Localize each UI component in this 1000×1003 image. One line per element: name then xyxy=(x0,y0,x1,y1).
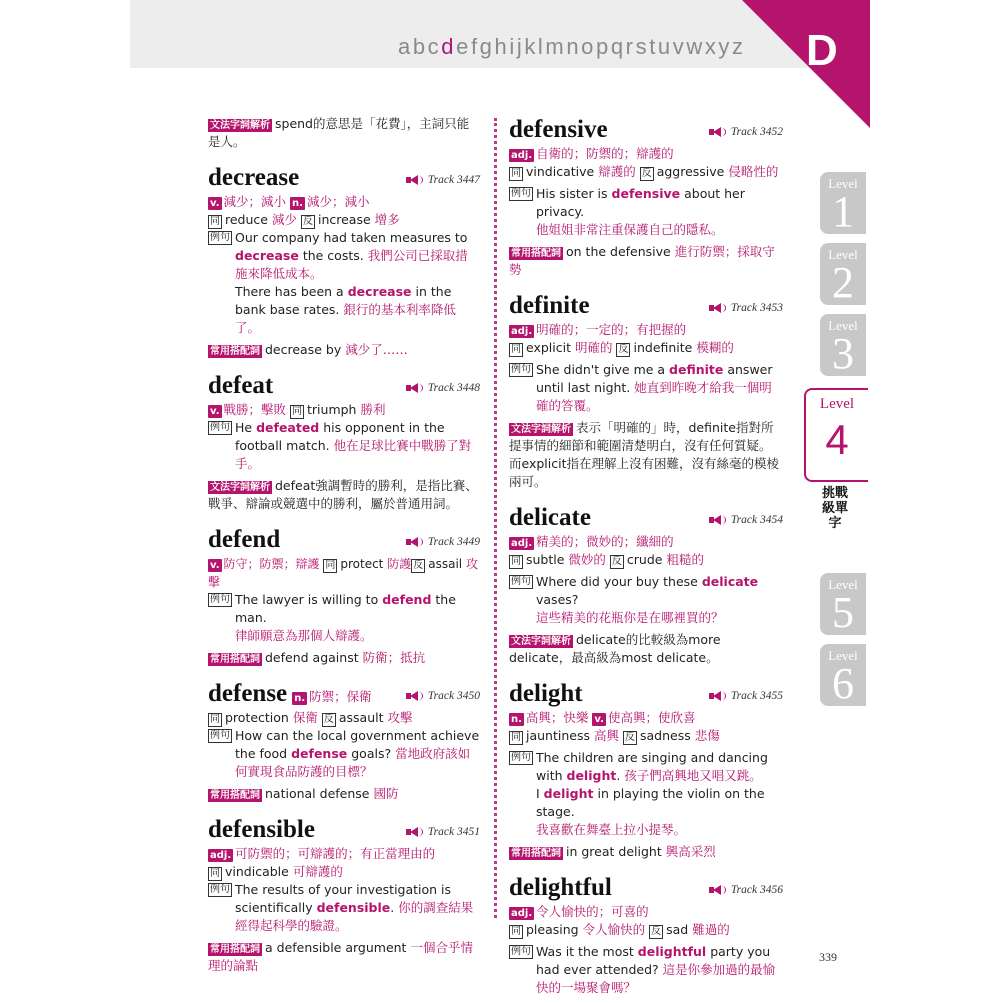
track-label: Track 3448 xyxy=(427,382,480,394)
antonym: sad xyxy=(666,922,689,937)
definition: 減少；減小 xyxy=(223,194,287,209)
audio-track[interactable] xyxy=(406,382,480,394)
antonym-label: 反 xyxy=(611,556,622,567)
example-label: 例句 xyxy=(210,594,230,605)
antonym-zh: 模糊的 xyxy=(696,340,734,355)
headword: delightful xyxy=(509,874,612,901)
audio-track[interactable] xyxy=(709,126,783,138)
page-number: 339 xyxy=(819,950,837,964)
definition: 減少；減小 xyxy=(306,194,370,209)
level-number: 1 xyxy=(832,187,854,236)
example-text: . xyxy=(390,900,395,915)
level-number: 6 xyxy=(832,659,854,708)
example-text: vases? xyxy=(536,592,579,607)
collocation: national defense xyxy=(265,786,370,801)
synonym-label: 同 xyxy=(210,714,220,725)
level-label: Level xyxy=(828,247,858,262)
level-label: Level xyxy=(828,648,858,663)
pos-tag: v. xyxy=(210,406,220,417)
level-tab-6[interactable] xyxy=(820,644,866,706)
level-number: 4 xyxy=(825,416,849,463)
example xyxy=(509,185,783,239)
example-keyword: defensive xyxy=(611,186,681,201)
synonym: jauntiness xyxy=(526,728,590,743)
headword: defeat xyxy=(208,372,274,399)
example-text: How can the local government achieve the food xyxy=(235,728,480,761)
pos-tag: adj. xyxy=(511,908,533,919)
example-translation: 我們公司已採取措施來降低成本。 xyxy=(235,248,468,281)
example-translation: 銀行的基本利率降低了。 xyxy=(235,302,456,335)
example-text: the costs. xyxy=(298,248,364,263)
entry-defend xyxy=(208,525,480,667)
alphabet-index xyxy=(398,34,746,60)
entry-delight xyxy=(509,679,783,861)
example-label: 例句 xyxy=(210,884,230,895)
entry-head xyxy=(208,815,480,845)
example xyxy=(509,749,783,839)
example-keyword: defend xyxy=(382,592,432,607)
antonym: aggressive xyxy=(656,164,725,179)
column-divider xyxy=(494,118,497,918)
example-label: 例句 xyxy=(210,730,230,741)
example-text: answer until last night. xyxy=(536,362,773,395)
example-label: 例句 xyxy=(210,422,230,433)
pos-tag: adj. xyxy=(511,150,533,161)
speaker-icon[interactable] xyxy=(406,827,424,837)
example-text: goals? xyxy=(347,746,392,761)
level-label: Level xyxy=(819,396,855,412)
track-label: Track 3454 xyxy=(730,514,783,526)
track-label: Track 3453 xyxy=(730,302,783,314)
example-text: His sister is xyxy=(536,186,612,201)
synonym-zh: 令人愉快的 xyxy=(582,922,646,937)
entry-defeat xyxy=(208,371,480,513)
collocation-tag: 常用搭配詞 xyxy=(511,248,561,259)
entry-head xyxy=(208,163,480,193)
synonym: pleasing xyxy=(526,922,579,937)
synonym-label: 同 xyxy=(511,556,521,567)
example xyxy=(509,573,783,627)
level-label: Level xyxy=(828,577,858,592)
level-number: 5 xyxy=(832,588,854,637)
synonym-zh: 減少 xyxy=(271,212,297,227)
synonym-label: 同 xyxy=(210,868,220,879)
level-label: Level xyxy=(828,318,858,333)
synonym: vindicative xyxy=(526,164,595,179)
definition: 令人愉快的；可喜的 xyxy=(536,904,649,919)
level-tab-3[interactable] xyxy=(820,314,866,376)
example-keyword: delight xyxy=(543,786,594,801)
synonym: protection xyxy=(225,710,289,725)
example-text: Where did your buy these xyxy=(536,574,702,589)
headword: defend xyxy=(208,526,281,553)
example-text: party you had ever attended? xyxy=(536,944,771,977)
synonym-zh: 明確的 xyxy=(574,340,613,355)
example-translation: 孩子們高興地又唱又跳。 xyxy=(624,768,762,783)
example-translation: 你的調查結果經得起科學的驗證。 xyxy=(235,900,474,933)
synonym: subtle xyxy=(526,552,565,567)
level-tab-1[interactable] xyxy=(820,172,866,234)
entry-head xyxy=(509,503,783,533)
example xyxy=(509,943,783,997)
example-text: his opponent in the football match. xyxy=(235,420,445,453)
example xyxy=(208,591,480,645)
antonym-label: 反 xyxy=(302,216,313,227)
entry-delicate xyxy=(509,503,783,667)
synonym-zh: 高興 xyxy=(593,728,619,743)
definition: 使高興；使欣喜 xyxy=(607,710,696,725)
level-tab-4-active[interactable] xyxy=(804,388,868,482)
collocation: a defensible argument xyxy=(265,940,407,955)
track-label: Track 3449 xyxy=(427,536,480,548)
headword: decrease xyxy=(208,164,300,191)
definition: 可防禦的；可辯護的；有正當理由的 xyxy=(235,846,436,861)
example-keyword: definite xyxy=(669,362,724,377)
example-text: Our company had taken measures to xyxy=(235,230,468,245)
example-translation: 他姐姐非常注重保護自己的隱私。 xyxy=(536,222,724,237)
collocation-tag: 常用搭配詞 xyxy=(210,790,260,801)
example-text: The results of your investigation is scientifically xyxy=(235,882,452,915)
example-translation: 這是你參加過的最愉快的一場聚會嗎？ xyxy=(536,962,776,995)
alphabet-before: abc xyxy=(398,34,442,59)
speaker-icon[interactable] xyxy=(709,691,727,701)
track-label: Track 3455 xyxy=(730,690,783,702)
collocation-zh: 進行防禦；採取守勢 xyxy=(509,244,775,277)
example-translation: 她直到昨晚才給我一個明確的答覆。 xyxy=(536,380,772,413)
synonym-zh: 保衛 xyxy=(292,710,318,725)
synonym: triumph xyxy=(307,402,357,417)
example-keyword: decrease xyxy=(347,284,412,299)
definition: 戰勝；擊敗 xyxy=(223,402,287,417)
track-label: Track 3450 xyxy=(427,690,480,702)
example-translation: 他在足球比賽中戰勝了對手。 xyxy=(235,438,472,471)
headword: definite xyxy=(509,292,590,319)
level-label: Level xyxy=(828,176,858,191)
track-label: Track 3456 xyxy=(730,884,783,896)
audio-track[interactable] xyxy=(709,884,783,896)
left-column xyxy=(208,115,480,981)
example-label: 例句 xyxy=(511,576,531,587)
synonym-label: 同 xyxy=(511,168,521,179)
headword: delicate xyxy=(509,504,591,531)
example-text: in playing the violin on the stage. xyxy=(536,786,765,819)
example-label: 例句 xyxy=(511,188,531,199)
synonym-label: 同 xyxy=(210,216,220,227)
synonym-label: 同 xyxy=(325,560,336,571)
example-text: in the bank base rates. xyxy=(235,284,452,317)
grammar-tag: 文法字詞解析 xyxy=(511,424,571,435)
antonym-label: 反 xyxy=(413,560,424,571)
track-label: Track 3452 xyxy=(730,126,783,138)
example-label: 例句 xyxy=(511,946,531,957)
antonym-label: 反 xyxy=(624,732,635,743)
example-keyword: defensible xyxy=(316,900,391,915)
example-translation: 這些精美的花瓶你是在哪裡買的？ xyxy=(536,610,724,625)
synonym: vindicable xyxy=(225,864,289,879)
antonym: indefinite xyxy=(633,340,693,355)
speaker-icon[interactable] xyxy=(406,175,424,185)
collocation-zh: 減少了…… xyxy=(345,342,408,357)
example-text: There has been a xyxy=(235,284,348,299)
level-number: 2 xyxy=(832,258,854,307)
example xyxy=(208,229,480,337)
synonym-label: 同 xyxy=(511,344,521,355)
example-text: I xyxy=(536,786,544,801)
collocation-tag: 常用搭配詞 xyxy=(511,848,561,859)
antonym: crude xyxy=(626,552,663,567)
track-label: Track 3451 xyxy=(427,826,480,838)
audio-track[interactable] xyxy=(406,174,480,186)
entry-head xyxy=(509,291,783,321)
speaker-icon[interactable] xyxy=(406,537,424,547)
collocation-tag: 常用搭配詞 xyxy=(210,346,260,357)
example-text: He xyxy=(235,420,257,435)
antonym-label: 反 xyxy=(618,344,629,355)
example-translation: 當地政府該如何實現食品防護的目標？ xyxy=(235,746,471,779)
headword: defensible xyxy=(208,816,315,843)
grammar-tag: 文法字詞解析 xyxy=(511,636,571,647)
collocation-zh: 防衛；抵抗 xyxy=(362,650,426,665)
example-keyword: delight xyxy=(566,768,617,783)
audio-track[interactable] xyxy=(406,536,480,548)
level-number: 3 xyxy=(832,329,854,378)
example-text: She didn't give me a xyxy=(536,362,670,377)
definition: 精美的；微妙的；纖細的 xyxy=(536,534,674,549)
example xyxy=(208,419,480,473)
collocation: defend against xyxy=(265,650,359,665)
example-keyword: defeated xyxy=(256,420,320,435)
section-letter: D xyxy=(806,26,838,75)
synonym-zh: 辯護的 xyxy=(598,164,636,179)
audio-track[interactable] xyxy=(709,690,783,702)
speaker-icon[interactable] xyxy=(406,383,424,393)
speaker-icon[interactable] xyxy=(709,127,727,137)
level-tab-5[interactable] xyxy=(820,573,866,635)
alphabet-after: efghijklmnopqrstuvwxyz xyxy=(456,34,746,59)
grammar-tag: 文法字詞解析 xyxy=(210,120,270,131)
collocation-zh: 國防 xyxy=(373,786,399,801)
audio-track[interactable] xyxy=(709,302,783,314)
definition: 明確的；一定的；有把握的 xyxy=(536,322,687,337)
track-label: Track 3447 xyxy=(427,174,480,186)
pos-tag: v. xyxy=(210,198,220,209)
synonym: explicit xyxy=(526,340,571,355)
speaker-icon[interactable] xyxy=(709,515,727,525)
headword: delight xyxy=(509,680,583,707)
synonym-zh: 微妙的 xyxy=(568,552,606,567)
synonym-label: 同 xyxy=(292,406,303,417)
example-translation: 我喜歡在舞臺上拉小提琴。 xyxy=(536,822,687,837)
collocation-tag: 常用搭配詞 xyxy=(210,944,260,955)
example-text: Was it the most xyxy=(536,944,638,959)
example-label: 例句 xyxy=(511,752,531,763)
example xyxy=(208,881,480,935)
synonym-label: 同 xyxy=(511,732,521,743)
example-label: 例句 xyxy=(210,232,230,243)
entry-head xyxy=(509,115,783,145)
antonym: sadness xyxy=(639,728,691,743)
collocation: decrease by xyxy=(265,342,342,357)
example-keyword: decrease xyxy=(235,248,299,263)
grammar-tag: 文法字詞解析 xyxy=(210,482,270,493)
entry-head xyxy=(509,679,783,709)
definition: 防禦；保衛 xyxy=(309,689,372,704)
pos-tag: n. xyxy=(511,714,522,725)
entry-decrease xyxy=(208,163,480,359)
collocation-tag: 常用搭配詞 xyxy=(210,654,260,665)
headword: defense xyxy=(208,680,288,707)
example-keyword: defense xyxy=(291,746,348,761)
speaker-icon[interactable] xyxy=(709,303,727,313)
pos-tag: adj. xyxy=(210,850,232,861)
note-text: defeat強調暫時的勝利，是指比賽、戰爭、辯論或競選中的勝利，屬於普通用詞。 xyxy=(208,478,478,511)
synonym: reduce xyxy=(225,212,268,227)
example-keyword: delicate xyxy=(701,574,759,589)
pos-tag: adj. xyxy=(511,326,533,337)
synonym-zh: 防護 xyxy=(387,557,412,571)
example-text: about her privacy. xyxy=(536,186,745,219)
antonym-zh: 粗糙的 xyxy=(666,552,704,567)
synonym-zh: 可辯護的 xyxy=(292,864,343,879)
example-keyword: delightful xyxy=(637,944,707,959)
speaker-icon[interactable] xyxy=(406,691,424,701)
collocation-zh: 一個合乎情理的論點 xyxy=(208,940,473,973)
antonym-zh: 增多 xyxy=(374,212,400,227)
entry-delightful xyxy=(509,873,783,997)
example xyxy=(509,361,783,415)
audio-track[interactable] xyxy=(406,690,480,702)
antonym-label: 反 xyxy=(651,926,662,937)
example-text: The children are singing and dancing with xyxy=(536,750,768,783)
audio-track[interactable] xyxy=(406,826,480,838)
entry-head xyxy=(509,873,783,903)
right-column xyxy=(509,115,783,1003)
example xyxy=(208,727,480,781)
antonym-zh: 難過的 xyxy=(692,922,730,937)
antonym: assail xyxy=(428,557,463,571)
entry-defensible xyxy=(208,815,480,975)
antonym-label: 反 xyxy=(641,168,652,179)
intro-note xyxy=(208,115,480,151)
synonym: protect xyxy=(340,557,384,571)
entry-definite xyxy=(509,291,783,491)
example-label: 例句 xyxy=(511,364,531,375)
note-text: delicate的比較級為more delicate，最高級為most delicate。 xyxy=(509,632,721,665)
example-translation: 律師願意為那個人辯護。 xyxy=(235,628,373,643)
headword: defensive xyxy=(509,116,608,143)
example-text: The lawyer is willing to xyxy=(235,592,383,607)
antonym-zh: 侵略性的 xyxy=(728,164,779,179)
level-tab-2[interactable] xyxy=(820,243,866,305)
synonym-zh: 勝利 xyxy=(360,402,386,417)
definition: 高興；快樂 xyxy=(525,710,589,725)
note-text: 表示「明確的」時，definite指對所提事情的細節和範圍清楚明白，沒有任何質疑。而explicit指在理解上沒有困難，沒有絲毫的模棱兩可。 xyxy=(509,420,779,489)
pos-tag: adj. xyxy=(511,538,533,549)
antonym: increase xyxy=(317,212,371,227)
entry-defense xyxy=(208,679,480,803)
entry-head xyxy=(208,371,480,401)
pos-tag: v. xyxy=(594,714,604,725)
example-text: the man. xyxy=(235,592,456,625)
entry-head xyxy=(208,679,480,709)
pos-tag: v. xyxy=(210,560,220,571)
challenge-label: 挑戰級單字 xyxy=(821,486,848,531)
antonym-zh: 攻擊 xyxy=(208,557,478,589)
antonym-zh: 悲傷 xyxy=(694,728,720,743)
pos-tag: n. xyxy=(292,198,303,209)
definition: 防守；防禦；辯護 xyxy=(223,557,320,571)
collocation: on the defensive xyxy=(566,244,671,259)
alphabet-current: d xyxy=(441,34,457,59)
pos-tag: n. xyxy=(294,693,306,704)
collocation-zh: 興高采烈 xyxy=(665,844,716,859)
synonym-label: 同 xyxy=(511,926,521,937)
audio-track[interactable] xyxy=(709,514,783,526)
antonym-label: 反 xyxy=(323,714,334,725)
definition: 自衛的；防禦的；辯護的 xyxy=(536,146,674,161)
entry-defensive xyxy=(509,115,783,279)
antonym-zh: 攻擊 xyxy=(387,710,413,725)
speaker-icon[interactable] xyxy=(709,885,727,895)
example-text: . xyxy=(616,768,621,783)
note-text: spend的意思是「花費」，主詞只能是人。 xyxy=(208,116,470,149)
entry-head xyxy=(208,525,480,555)
antonym: assault xyxy=(338,710,384,725)
collocation: in great delight xyxy=(566,844,662,859)
